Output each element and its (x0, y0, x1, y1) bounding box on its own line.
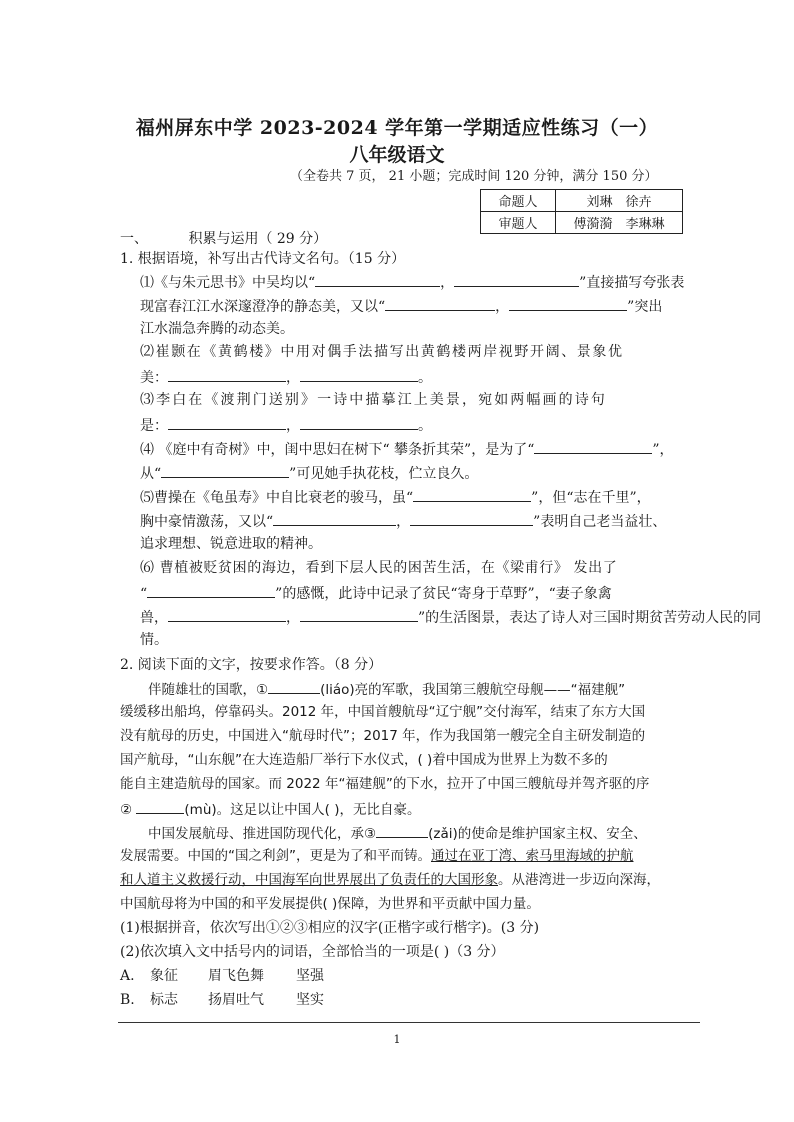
q2-passage-line: 没有航母的历史，中国进入“航母时代”；2017 年，作为我国第一艘完全自主研发制造的 (120, 728, 646, 744)
q1-line: 追求理想、锐意进取的精神。 (140, 536, 322, 552)
q1-line: 江水湍急奔腾的动态美。 (140, 321, 294, 337)
q2-passage-line: 中国航母将为中国的和平发展提供( )保障，为世界和平贡献中国力量。 (120, 896, 540, 912)
exam-info: （全卷共 7 页， 21 小题；完成时间 120 分钟，满分 150 分） (290, 169, 658, 184)
question-1-title: 1. 根据语境，补写出古代诗文名句。（15 分） (120, 251, 406, 267)
page-subtitle: 八年级语文 (349, 144, 445, 166)
question-2-title: 2. 阅读下面的文字，按要求作答。（8 分） (120, 657, 383, 673)
answer-blank[interactable] (315, 272, 440, 287)
staff-role: 审题人 (481, 212, 556, 234)
answer-blank[interactable] (168, 367, 286, 382)
q2-passage-line: 伴随雄壮的国歌，① (liáo)亮的军歌，我国第三艘航空母舰——“福建舰” (148, 679, 703, 700)
q1-line: 从“ ”可见她手执花枝，伫立良久。 (140, 463, 700, 484)
q1-line: ⑴《与朱元思书》中吴均以“ ， ”直接描写夸张表 (140, 272, 700, 293)
option-row[interactable]: B. 标志 扬眉吐气 坚实 (120, 992, 324, 1008)
q1-line: 现富春江江水深邃澄净的静态美，又以“ ， ”突出 (140, 296, 700, 317)
underlined-sentence: 和人道主义救援行动，中国海军向世界展出了负责任的大国形象 (120, 872, 498, 888)
q1-line: ⑸曹操在《龟虽寿》中自比衰老的骏马，虽“ ”，但“志在千里”， (140, 487, 700, 508)
underlined-sentence: 通过在亚丁湾、索马里海域的护航 (431, 848, 634, 864)
q1-line: ⑶李白在《渡荆门送别》一诗中描摹江上美景，宛如两幅画的诗句 (140, 392, 607, 408)
answer-blank[interactable] (168, 607, 286, 622)
q1-line: 美： ， 。 (140, 367, 700, 388)
q1-line: 是： ， 。 (140, 415, 700, 436)
answer-blank[interactable] (534, 439, 652, 454)
q2-passage-line: 国产航母，“山东舰”在大连造船厂举行下水仪式，( )着中国成为世界上为数不多的 (120, 752, 608, 768)
page-number: 1 (393, 1033, 401, 1046)
table-row (481, 212, 683, 234)
section-number: 一、 (120, 231, 148, 247)
answer-blank[interactable] (413, 487, 531, 502)
answer-blank[interactable] (376, 823, 428, 838)
staff-table (480, 189, 683, 234)
q2-subquestion: (1)根据拼音，依次写出①②③相应的汉字(正楷字或行楷字)。(3 分) (120, 920, 540, 936)
section-heading (120, 228, 327, 248)
page-title: 福州屏东中学 2023-2024 学年第一学期适应性练习（一） (135, 117, 659, 139)
staff-names: 傅漪漪 李琳琳 (556, 212, 683, 234)
answer-blank[interactable] (273, 511, 396, 526)
q1-line: 兽， ， ”的生活图景，表达了诗人对三国时期贫苦劳动人民的同 (140, 607, 700, 628)
q2-passage-line: 缓缓移出船坞，停靠码头。2012 年，中国首艘航母“辽宁舰”交付海军，结束了东方大国 (120, 704, 646, 720)
q2-passage-line: ② (mù)。这足以让中国人( )，无比自豪。 (120, 799, 700, 820)
staff-names: 刘琳 徐卉 (556, 190, 683, 212)
q1-line: ⑹ 曹植被贬贫困的海边，看到下层人民的困苦生活，在《梁甫行》 发出了 (140, 560, 618, 576)
answer-blank[interactable] (509, 296, 627, 311)
q1-line: “ ”的感慨，此诗中记录了贫民“寄身于草野”，“妻子象禽 (140, 583, 700, 604)
q1-line: 情。 (140, 632, 168, 648)
answer-blank[interactable] (300, 415, 418, 430)
table-row (481, 190, 683, 212)
answer-blank[interactable] (168, 415, 286, 430)
q2-passage-line: 发展需要。中国的“国之利剑”，更是为了和平而铸。通过在亚丁湾、索马里海域的护航 (120, 848, 634, 864)
q1-line: ⑵崔颢在《黄鹤楼》中用对偶手法描写出黄鹤楼两岸视野开阔、景象优 (140, 344, 624, 360)
option-row[interactable]: A. 象征 眉飞色舞 坚强 (120, 968, 324, 984)
answer-blank[interactable] (147, 583, 275, 598)
answer-blank[interactable] (410, 511, 533, 526)
q1-line: 胸中豪情激荡，又以“ ， ”表明自己老当益壮、 (140, 511, 700, 532)
footer-divider (118, 1022, 700, 1023)
q2-passage-line: 能自主建造航母的国家。而 2022 年“福建舰”的下水，拉开了中国三艘航母并驾齐驱的序 (120, 776, 650, 792)
answer-blank[interactable] (300, 367, 418, 382)
section-title: 积累与运用（ 29 分） (188, 231, 328, 247)
q1-line: ⑷ 《庭中有奇树》中，闺中思妇在树下“ 攀条折其荣”，是为了“ ”， (140, 439, 700, 460)
q2-passage-line: 中国发展航母、推进国防现代化，承③ (zǎi)的使命是维护国家主权、安全、 (148, 823, 703, 844)
answer-blank[interactable] (385, 296, 495, 311)
q2-subquestion: (2)依次填入文中括号内的词语，全部恰当的一项是( )（3 分） (120, 944, 505, 960)
staff-role: 命题人 (481, 190, 556, 212)
answer-blank[interactable] (161, 463, 289, 478)
answer-blank[interactable] (268, 679, 320, 694)
answer-blank[interactable] (300, 607, 418, 622)
answer-blank[interactable] (136, 799, 184, 814)
answer-blank[interactable] (454, 272, 579, 287)
q2-passage-line: 和人道主义救援行动，中国海军向世界展出了负责任的大国形象。从港湾进一步迈向深海， (120, 872, 660, 888)
